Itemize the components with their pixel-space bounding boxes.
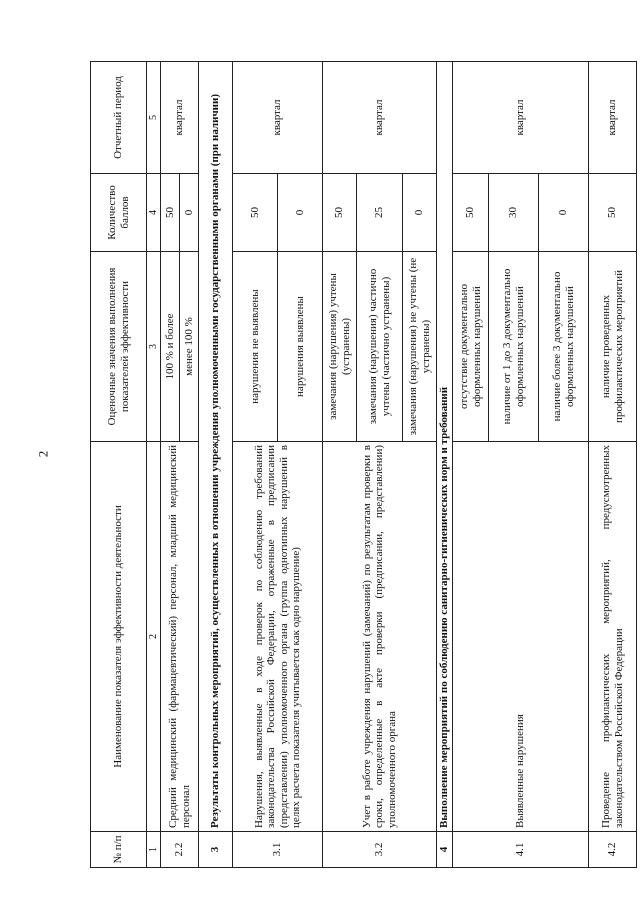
header-points: Количество баллов <box>91 174 147 252</box>
points-cell: 0 <box>403 174 437 252</box>
section-num: 4 <box>437 832 453 868</box>
period-cell: квартал <box>233 62 323 174</box>
col-index: 3 <box>147 252 161 442</box>
indicator-name: Нарушения, выявленные в ходе проверок по соблюдению требований законодательства Российской Федерации, отраженные в предписании (представлении) уполномоченного органа (группа однотипных нарушений в целях расчета показателя учитывается как одно нарушение) <box>233 442 323 832</box>
value-cell: замечания (нарушения) частично учтены (частично устранены) <box>357 252 403 442</box>
value-cell: наличие более 3 документально оформленных нарушений <box>539 252 589 442</box>
points-cell: 50 <box>161 174 180 252</box>
value-cell: нарушения не выявлены <box>233 252 278 442</box>
row-num: 4.2 <box>589 832 637 868</box>
points-cell: 50 <box>589 174 637 252</box>
value-cell: отсутствие документально оформленных нарушений <box>453 252 489 442</box>
points-cell: 25 <box>357 174 403 252</box>
row-num: 3.1 <box>233 832 323 868</box>
value-cell: наличие от 1 до 3 документально оформленных нарушений <box>489 252 539 442</box>
period-cell: квартал <box>161 62 199 174</box>
section-num: 3 <box>199 832 233 868</box>
header-num: № п/п <box>91 832 147 868</box>
col-index: 1 <box>147 832 161 868</box>
value-cell: замечания (нарушения) не учтены (не устранены) <box>403 252 437 442</box>
period-cell: квартал <box>323 62 437 174</box>
section-title: Результаты контрольных мероприятий, осуществленных в отношении учреждения уполномоченными государственными органами (при наличии) <box>199 62 233 832</box>
indicator-name: Выявленные нарушения <box>453 442 589 832</box>
value-cell: нарушения выявлены <box>278 252 323 442</box>
table-row <box>323 62 357 868</box>
col-index: 4 <box>147 174 161 252</box>
table-row <box>233 62 278 868</box>
section-row <box>437 62 453 868</box>
section-title: Выполнение мероприятий по соблюдению санитарно-гигиенических норм и требований <box>437 62 453 832</box>
rotated-page <box>90 62 625 868</box>
table-row <box>589 62 637 868</box>
header-values: Оценочные значения выполнения показателей эффективности <box>91 252 147 442</box>
indicator-name: Проведение профилактических мероприятий, предусмотренных законодательством Российской Федерации <box>589 442 637 832</box>
row-num: 4.1 <box>453 832 589 868</box>
column-index-row <box>147 62 161 868</box>
efficiency-indicators-table <box>90 61 637 868</box>
points-cell: 0 <box>278 174 323 252</box>
points-cell: 30 <box>489 174 539 252</box>
section-row <box>199 62 233 868</box>
indicator-name: Средний медицинский (фармацевтический) персонал, младший медицинский персонал <box>161 442 199 832</box>
points-cell: 0 <box>180 174 199 252</box>
table-row <box>453 62 489 868</box>
value-cell: наличие проведенных профилактических мероприятий <box>589 252 637 442</box>
period-cell: квартал <box>453 62 589 174</box>
points-cell: 0 <box>539 174 589 252</box>
page-number: 2 <box>35 450 51 458</box>
col-index: 2 <box>147 442 161 832</box>
row-num: 2.2 <box>161 832 199 868</box>
header-row <box>91 62 147 868</box>
table-row <box>161 62 180 868</box>
points-cell: 50 <box>453 174 489 252</box>
points-cell: 50 <box>323 174 357 252</box>
value-cell: менее 100 % <box>180 252 199 442</box>
header-period: Отчетный период <box>91 62 147 174</box>
row-num: 3.2 <box>323 832 437 868</box>
indicator-name: Учет в работе учреждения нарушений (замечаний) по результатам проверки в сроки, определенные в акте проверки (предписании, представлении) уполномоченного органа <box>323 442 437 832</box>
value-cell: замечания (нарушения) учтены (устранены) <box>323 252 357 442</box>
points-cell: 50 <box>233 174 278 252</box>
col-index: 5 <box>147 62 161 174</box>
period-cell: квартал <box>589 62 637 174</box>
value-cell: 100 % и более <box>161 252 180 442</box>
header-name: Наименование показателя эффективности деятельности <box>91 442 147 832</box>
